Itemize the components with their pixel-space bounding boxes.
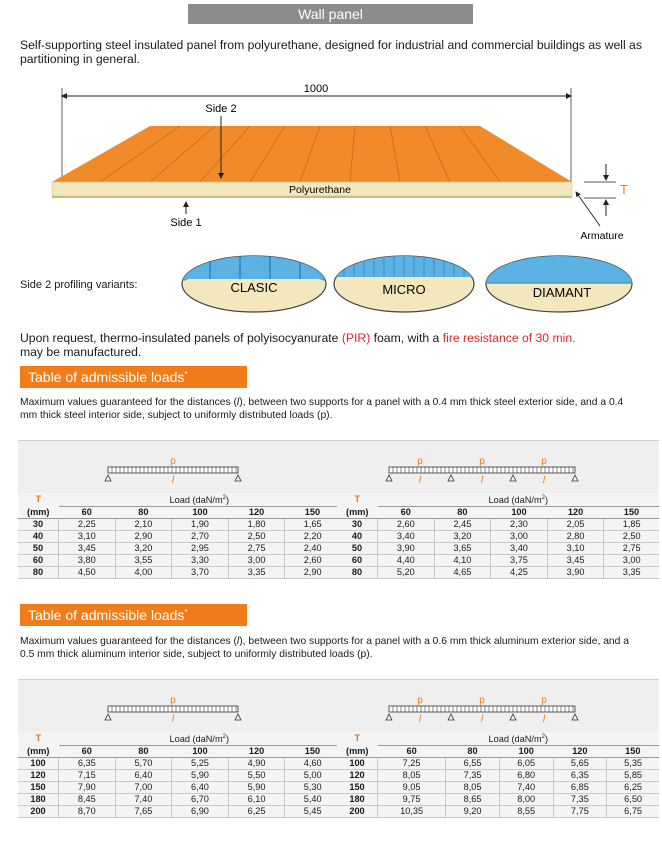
span-value-cell: 5,45 — [285, 806, 340, 818]
section-1-asterisk: * — [184, 370, 188, 379]
span-value-cell: 8,70 — [59, 806, 116, 818]
load-p-label: p — [479, 456, 485, 467]
span-value-cell: 7,65 — [115, 806, 172, 818]
table-row — [18, 782, 340, 794]
span-l-label: l — [542, 475, 546, 486]
span-value-cell: 6,90 — [172, 806, 229, 818]
load-table — [18, 732, 340, 818]
load-table — [337, 493, 659, 579]
thickness-cell: 60 — [18, 555, 59, 567]
table-row — [337, 519, 659, 531]
span-value-cell: 3,90 — [547, 567, 604, 579]
thickness-cell: 150 — [18, 782, 59, 794]
side1-label: Side 1 — [170, 217, 202, 229]
span-value-cell: 5,85 — [607, 770, 659, 782]
span-value-cell: 3,30 — [172, 555, 229, 567]
span-value-cell: 5,65 — [553, 758, 607, 770]
beam — [108, 467, 238, 473]
span-value-cell: 2,50 — [604, 531, 659, 543]
load-value-header: 60 — [378, 507, 435, 519]
span-value-cell: 8,45 — [59, 794, 116, 806]
load-value-header: 80 — [115, 746, 172, 758]
beam-diagram — [18, 441, 340, 493]
intro-text: Self-supporting steel insulated panel from polyurethane, designed for industrial and commercial buildings as well as partitioning in general. — [20, 38, 642, 66]
variant-diamant-label: DIAMANT — [532, 285, 592, 300]
support-triangle — [105, 475, 111, 481]
span-value-cell: 7,90 — [59, 782, 116, 794]
fire-resistance-highlight: fire resistance of 30 min. — [442, 331, 576, 345]
span-value-cell: 2,60 — [378, 519, 435, 531]
span-value-cell: 7,40 — [499, 782, 553, 794]
span-value-cell: 3,00 — [228, 555, 285, 567]
thickness-cell: 100 — [337, 758, 378, 770]
load-p-label: p — [417, 695, 423, 706]
span-l-label: l — [542, 714, 546, 725]
span-l-label: l — [418, 714, 422, 725]
table-row — [337, 806, 659, 818]
thickness-cell: 150 — [337, 782, 378, 794]
thickness-cell: 180 — [18, 794, 59, 806]
load-table-card — [18, 679, 340, 818]
pir-highlight: (PIR) — [341, 331, 371, 345]
load-table-card — [18, 440, 340, 579]
span-l-label: l — [418, 475, 422, 486]
table-row — [337, 770, 659, 782]
span-value-cell: 2,40 — [285, 543, 340, 555]
thickness-cell: 50 — [18, 543, 59, 555]
request-note — [20, 331, 642, 359]
span-value-cell: 3,90 — [378, 543, 435, 555]
span-value-cell: 1,65 — [285, 519, 340, 531]
span-value-cell: 5,30 — [285, 782, 340, 794]
thickness-cell: 200 — [18, 806, 59, 818]
thickness-cell: 80 — [337, 567, 378, 579]
support-triangle — [572, 475, 578, 481]
span-value-cell: 2,30 — [491, 519, 548, 531]
span-value-cell: 3,35 — [228, 567, 285, 579]
span-value-cell: 6,35 — [553, 770, 607, 782]
thickness-cell: 30 — [337, 519, 378, 531]
span-value-cell: 1,85 — [604, 519, 659, 531]
beam-diagram — [337, 680, 659, 732]
load-value-header: 60 — [59, 746, 116, 758]
section-1-desc-2: ), between two supports for a panel with a 0.4 mm thick steel exterior side, and a 0.4 mm thick steel interior side, subject to uniformly distributed loads (p). — [20, 397, 624, 421]
span-value-cell: 6,25 — [607, 782, 659, 794]
load-table — [337, 732, 659, 818]
support-triangle — [572, 714, 578, 720]
section-2-desc-2: ), between two supports for a panel with a 0.6 mm thick aluminum exterior side, and a 0.5 mm thick aluminum interior side, subject to uniformly distributed loads (p). — [20, 636, 629, 660]
span-l-label: l — [480, 714, 484, 725]
request-note-text-3: may be manufactured. — [20, 345, 142, 359]
beam-diagram-area — [337, 680, 659, 732]
span-value-cell: 2,95 — [172, 543, 229, 555]
load-p-label: p — [541, 456, 547, 467]
span-value-cell: 3,35 — [604, 567, 659, 579]
span-value-cell: 7,75 — [553, 806, 607, 818]
table-row — [18, 543, 340, 555]
thickness-label: T — [620, 182, 628, 197]
load-table — [18, 493, 340, 579]
table-row — [337, 543, 659, 555]
table-row — [18, 758, 340, 770]
span-value-cell: 7,00 — [115, 782, 172, 794]
variant-micro-label: MICRO — [382, 282, 426, 297]
load-p-label: p — [417, 456, 423, 467]
table-row — [337, 567, 659, 579]
section-2-asterisk: * — [184, 608, 188, 617]
table-row — [18, 519, 340, 531]
load-value-header: 150 — [285, 746, 340, 758]
span-value-cell: 2,90 — [115, 531, 172, 543]
load-p-label: p — [170, 695, 176, 706]
section-1-title-text: Table of admissible loads — [28, 369, 185, 385]
span-value-cell: 3,45 — [59, 543, 116, 555]
request-note-text-1: Upon request, thermo-insulated panels of polyisocyanurate — [20, 331, 342, 345]
span-value-cell: 6,50 — [607, 794, 659, 806]
span-value-cell: 6,75 — [607, 806, 659, 818]
span-value-cell: 3,40 — [378, 531, 435, 543]
load-value-header: 80 — [434, 507, 491, 519]
mm-label: (mm) — [18, 507, 59, 519]
section-2-title-text: Table of admissible loads — [28, 607, 185, 623]
support-triangle — [386, 475, 392, 481]
span-value-cell: 6,25 — [228, 806, 285, 818]
span-value-cell: 2,75 — [228, 543, 285, 555]
span-value-cell: 3,40 — [491, 543, 548, 555]
span-value-cell: 7,40 — [115, 794, 172, 806]
table-row — [18, 770, 340, 782]
beam-diagram-area — [18, 680, 340, 732]
span-value-cell: 3,55 — [115, 555, 172, 567]
span-value-cell: 7,15 — [59, 770, 116, 782]
load-value-header: 150 — [285, 507, 340, 519]
load-header: Load $(daN/m^2)$ — [59, 493, 341, 507]
span-value-cell: 7,35 — [446, 770, 500, 782]
t-column-label: T — [354, 494, 361, 505]
mm-label: (mm) — [337, 507, 378, 519]
span-value-cell: 7,25 — [378, 758, 446, 770]
span-value-cell: 10,35 — [378, 806, 446, 818]
table-row — [18, 567, 340, 579]
span-value-cell: 5,25 — [172, 758, 229, 770]
span-value-cell: 8,65 — [446, 794, 500, 806]
section-1-desc-l: l — [236, 397, 240, 408]
thickness-cell: 40 — [18, 531, 59, 543]
span-value-cell: 5,35 — [607, 758, 659, 770]
section-1-desc — [20, 396, 642, 422]
thickness-cell: 80 — [18, 567, 59, 579]
span-value-cell: 9,05 — [378, 782, 446, 794]
support-triangle — [448, 475, 454, 481]
load-p-label: p — [479, 695, 485, 706]
support-triangle — [510, 714, 516, 720]
core-label: Polyurethane — [289, 184, 351, 196]
beam-diagram-area — [18, 441, 340, 493]
span-value-cell: 2,10 — [115, 519, 172, 531]
span-value-cell: 6,35 — [59, 758, 116, 770]
span-value-cell: 2,20 — [285, 531, 340, 543]
width-label: 1000 — [303, 83, 329, 95]
span-value-cell: 3,80 — [59, 555, 116, 567]
section-2-title — [20, 604, 247, 626]
mm-label: (mm) — [18, 746, 59, 758]
load-value-header: 80 — [446, 746, 500, 758]
load-value-header: 120 — [228, 507, 285, 519]
thickness-cell: 50 — [337, 543, 378, 555]
span-value-cell: 4,90 — [228, 758, 285, 770]
span-value-cell: 6,85 — [553, 782, 607, 794]
span-value-cell: 4,60 — [285, 758, 340, 770]
armature-label: Armature — [580, 230, 624, 242]
span-value-cell: 3,00 — [604, 555, 659, 567]
span-value-cell: 6,40 — [115, 770, 172, 782]
support-triangle — [235, 714, 241, 720]
variant-clasic-label: CLASIC — [230, 280, 278, 295]
span-value-cell: 6,80 — [499, 770, 553, 782]
span-value-cell: 4,00 — [115, 567, 172, 579]
request-note-text-2: foam, with a — [370, 331, 443, 345]
beam-diagram — [18, 680, 340, 732]
span-value-cell: 8,05 — [378, 770, 446, 782]
span-value-cell: 4,10 — [434, 555, 491, 567]
span-value-cell: 3,70 — [172, 567, 229, 579]
table-row — [337, 531, 659, 543]
support-triangle — [235, 475, 241, 481]
load-header: Load $(daN/m^2)$ — [378, 493, 660, 507]
support-triangle — [105, 714, 111, 720]
span-value-cell: 6,55 — [446, 758, 500, 770]
load-value-header: 120 — [547, 507, 604, 519]
span-value-cell: 6,70 — [172, 794, 229, 806]
section-1-title — [20, 366, 247, 388]
span-value-cell: 2,45 — [434, 519, 491, 531]
table-row — [337, 758, 659, 770]
thickness-cell: 40 — [337, 531, 378, 543]
span-l-label: l — [171, 475, 175, 486]
span-value-cell: 8,00 — [499, 794, 553, 806]
load-value-header: 100 — [172, 746, 229, 758]
span-value-cell: 5,00 — [285, 770, 340, 782]
span-value-cell: 1,90 — [172, 519, 229, 531]
table-row — [18, 806, 340, 818]
span-value-cell: 3,10 — [547, 543, 604, 555]
load-value-header: 80 — [115, 507, 172, 519]
section-2-desc — [20, 635, 642, 661]
span-value-cell: 1,80 — [228, 519, 285, 531]
span-value-cell: 5,50 — [228, 770, 285, 782]
section-2-desc-1: Maximum values guaranteed for the distances ( — [20, 636, 237, 647]
span-value-cell: 5,90 — [172, 770, 229, 782]
load-value-header: 60 — [378, 746, 446, 758]
span-value-cell: 2,25 — [59, 519, 116, 531]
table-row — [337, 555, 659, 567]
support-triangle — [510, 475, 516, 481]
load-value-header: 100 — [499, 746, 553, 758]
span-value-cell: 2,60 — [285, 555, 340, 567]
span-value-cell: 4,40 — [378, 555, 435, 567]
load-value-header: 120 — [553, 746, 607, 758]
span-value-cell: 2,05 — [547, 519, 604, 531]
support-triangle — [448, 714, 454, 720]
load-value-header: 150 — [604, 507, 659, 519]
span-value-cell: 8,55 — [499, 806, 553, 818]
span-value-cell: 8,05 — [446, 782, 500, 794]
variant-diamant — [484, 255, 634, 313]
load-header: Load $(daN/m^2)$ — [59, 732, 341, 746]
load-header: Load $(daN/m^2)$ — [378, 732, 660, 746]
beam — [108, 706, 238, 712]
load-p-label: p — [541, 695, 547, 706]
span-value-cell: 6,10 — [228, 794, 285, 806]
t-column-label: T — [354, 733, 361, 744]
table-row — [18, 555, 340, 567]
t-column-label: T — [35, 733, 42, 744]
span-l-label: l — [171, 714, 175, 725]
thickness-cell: 30 — [18, 519, 59, 531]
span-value-cell: 3,75 — [491, 555, 548, 567]
span-value-cell: 3,45 — [547, 555, 604, 567]
span-value-cell: 2,80 — [547, 531, 604, 543]
load-table-card — [337, 679, 659, 818]
span-value-cell: 9,75 — [378, 794, 446, 806]
section-2-desc-l: l — [236, 636, 240, 647]
span-value-cell: 4,25 — [491, 567, 548, 579]
span-value-cell: 4,50 — [59, 567, 116, 579]
panel-diagram — [0, 78, 662, 248]
load-p-label: p — [170, 456, 176, 467]
span-value-cell: 2,50 — [228, 531, 285, 543]
table-row — [18, 531, 340, 543]
span-value-cell: 3,20 — [115, 543, 172, 555]
load-value-header: 100 — [491, 507, 548, 519]
span-value-cell: 3,65 — [434, 543, 491, 555]
thickness-cell: 100 — [18, 758, 59, 770]
span-value-cell: 4,65 — [434, 567, 491, 579]
section-1-desc-1: Maximum values guaranteed for the distances ( — [20, 397, 237, 408]
load-value-header: 100 — [172, 507, 229, 519]
thickness-cell: 120 — [337, 770, 378, 782]
span-value-cell: 6,05 — [499, 758, 553, 770]
variant-clasic — [180, 255, 328, 313]
span-value-cell: 5,90 — [228, 782, 285, 794]
span-value-cell: 5,20 — [378, 567, 435, 579]
table-row — [337, 794, 659, 806]
thickness-cell: 60 — [337, 555, 378, 567]
span-value-cell: 9,20 — [446, 806, 500, 818]
page-header: Wall panel — [188, 4, 473, 24]
thickness-cell: 200 — [337, 806, 378, 818]
t-column-label: T — [35, 494, 42, 505]
variant-micro — [332, 255, 476, 313]
load-value-header: 60 — [59, 507, 116, 519]
beam-diagram — [337, 441, 659, 493]
span-value-cell: 2,90 — [285, 567, 340, 579]
span-value-cell: 5,70 — [115, 758, 172, 770]
load-value-header: 150 — [607, 746, 659, 758]
table-row — [18, 794, 340, 806]
span-value-cell: 3,00 — [491, 531, 548, 543]
support-triangle — [386, 714, 392, 720]
span-value-cell: 2,75 — [604, 543, 659, 555]
span-value-cell: 5,40 — [285, 794, 340, 806]
span-value-cell: 7,35 — [553, 794, 607, 806]
span-value-cell: 3,10 — [59, 531, 116, 543]
profiling-label: Side 2 profiling variants: — [20, 279, 138, 291]
side2-label: Side 2 — [205, 103, 237, 115]
table-row — [337, 782, 659, 794]
load-table-card — [337, 440, 659, 579]
span-l-label: l — [480, 475, 484, 486]
span-value-cell: 2,70 — [172, 531, 229, 543]
span-value-cell: 6,40 — [172, 782, 229, 794]
mm-label: (mm) — [337, 746, 378, 758]
span-value-cell: 3,20 — [434, 531, 491, 543]
beam-diagram-area — [337, 441, 659, 493]
thickness-cell: 180 — [337, 794, 378, 806]
thickness-cell: 120 — [18, 770, 59, 782]
load-value-header: 120 — [228, 746, 285, 758]
